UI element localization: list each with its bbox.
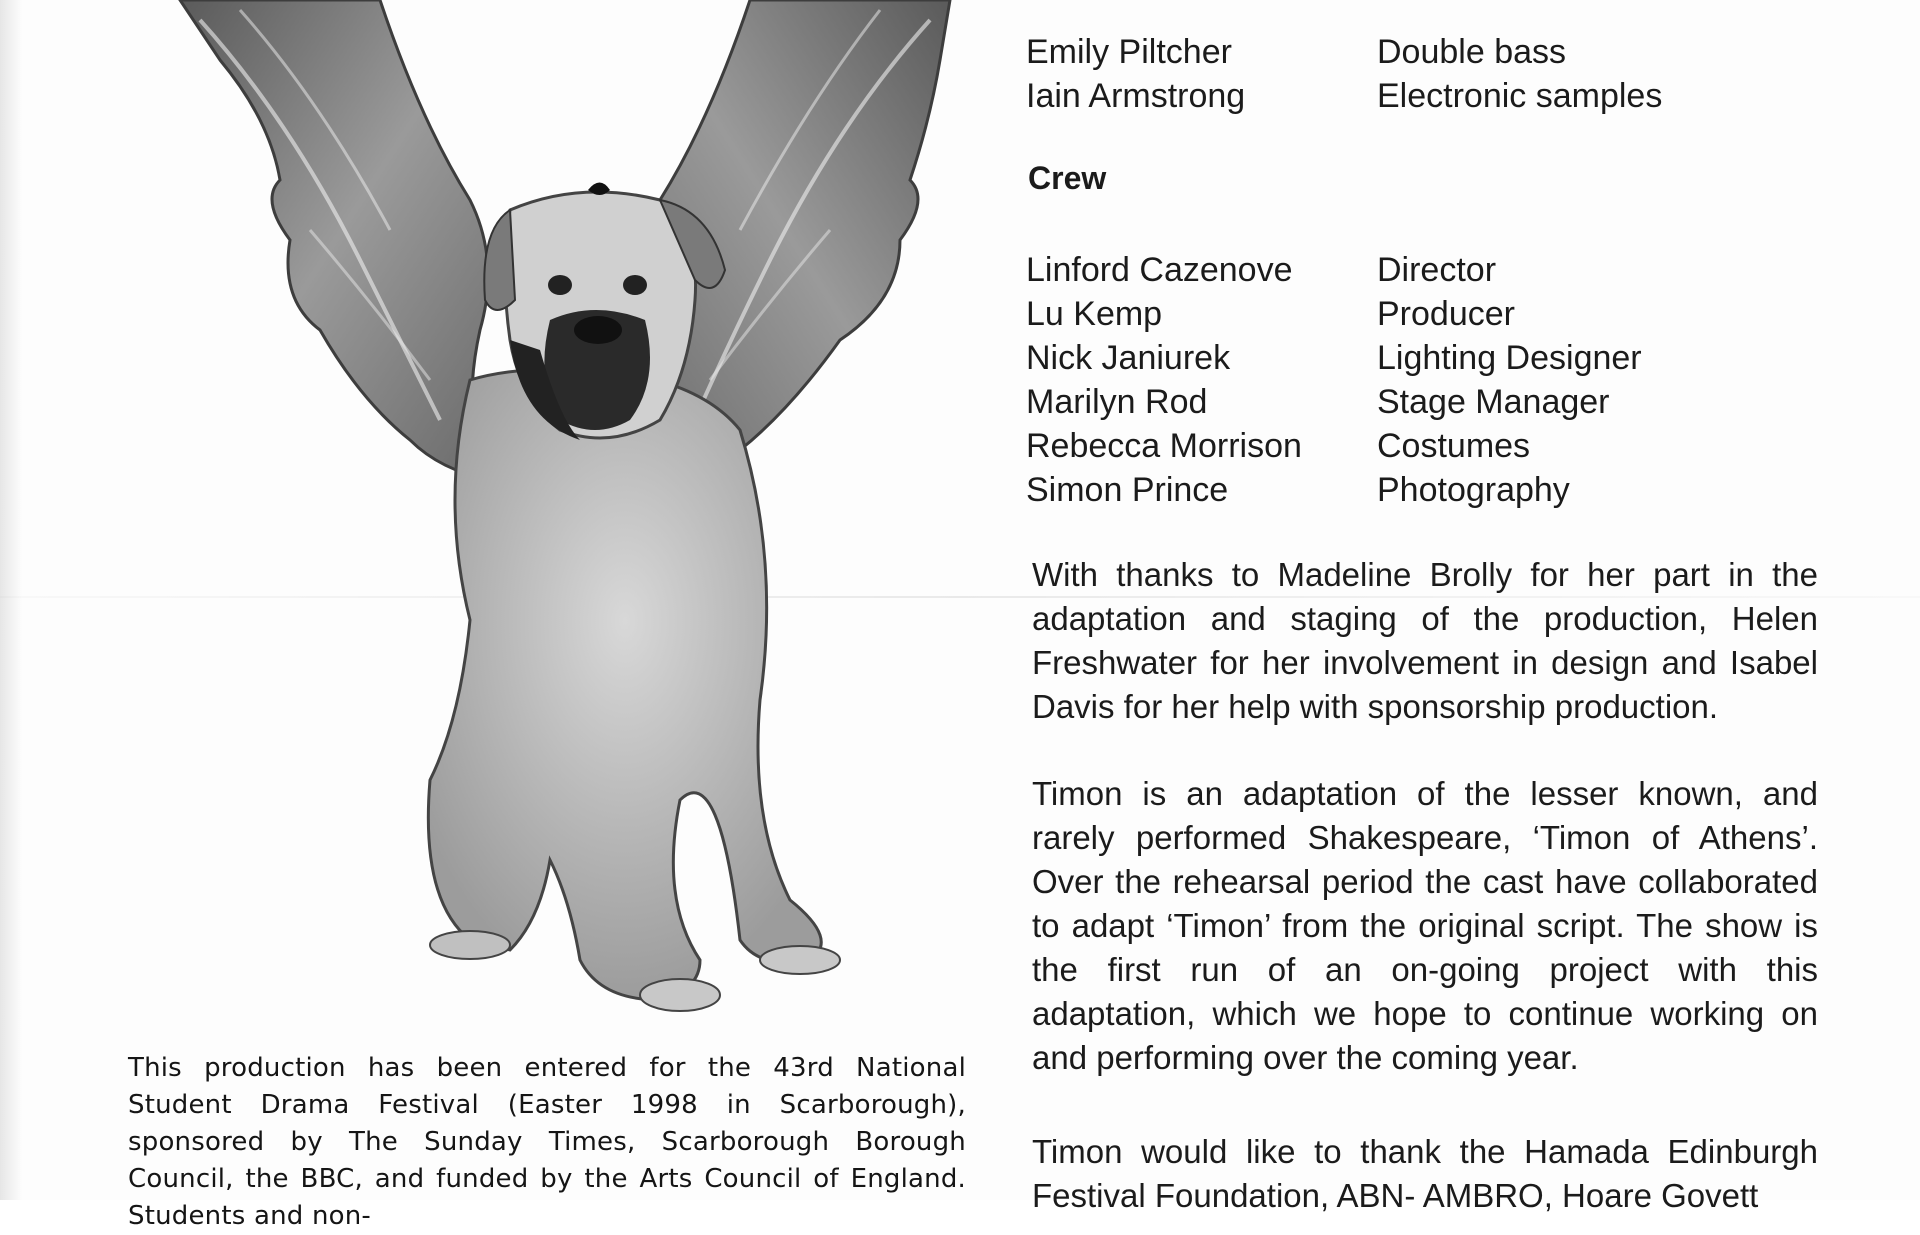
crew-role: Producer [1377,295,1515,333]
crew-name: Nick Janiurek [1026,339,1231,377]
adaptation-paragraph: Timon is an adaptation of the lesser known, and rarely performed Shakespeare, ‘Timon of Athens’. Over the rehearsal period the cast have collaborated to adapt ‘Timon’ from the original script. The show is the first run of an on-going project with this adaptation, which we hope to continue working on and performing over the coming year. [1032,775,1818,1076]
winged-dog-photo [140,0,990,1030]
crew-name: Lu Kemp [1026,295,1163,333]
left-wing [180,0,490,480]
crew-role: Costumes [1377,427,1531,465]
musician-role: Electronic samples [1377,77,1663,115]
musician-name: Iain Armstrong [1026,77,1246,115]
crew-name: Simon Prince [1026,471,1229,509]
winged-dog-illustration [140,0,990,1030]
festival-entry-caption: This production has been entered for the 43rd National Student Drama Festival (Easter 1998 in Scarborough), sponsored by The Sunday Times, Scarborough Borough Council, the BBC, and funded by the Arts Council of England. Students and non- [128,1053,966,1231]
musician-role: Double bass [1377,33,1567,71]
crew-name: Linford Cazenove [1026,251,1293,289]
musician-name: Emily Piltcher [1026,33,1232,71]
crew-role: Director [1377,251,1497,289]
dog-body [428,369,821,1000]
sponsor-paragraph: Timon would like to thank the Hamada Edinburgh Festival Foundation, ABN- AMBRO, Hoare Govett [1032,1133,1818,1214]
thanks-paragraph: With thanks to Madeline Brolly for her part in the adaptation and staging of the production, Helen Freshwater for her involvement in design and Isabel Davis for her help with sponsorship production. [1032,556,1818,725]
crew-role: Stage Manager [1377,383,1610,421]
crew-name: Rebecca Morrison [1026,427,1302,465]
crew-heading: Crew [1028,160,1107,196]
crew-role: Photography [1377,471,1570,509]
crew-role: Lighting Designer [1377,339,1642,377]
scan-edge-shadow [0,0,22,1200]
crew-name: Marilyn Rod [1026,383,1208,421]
